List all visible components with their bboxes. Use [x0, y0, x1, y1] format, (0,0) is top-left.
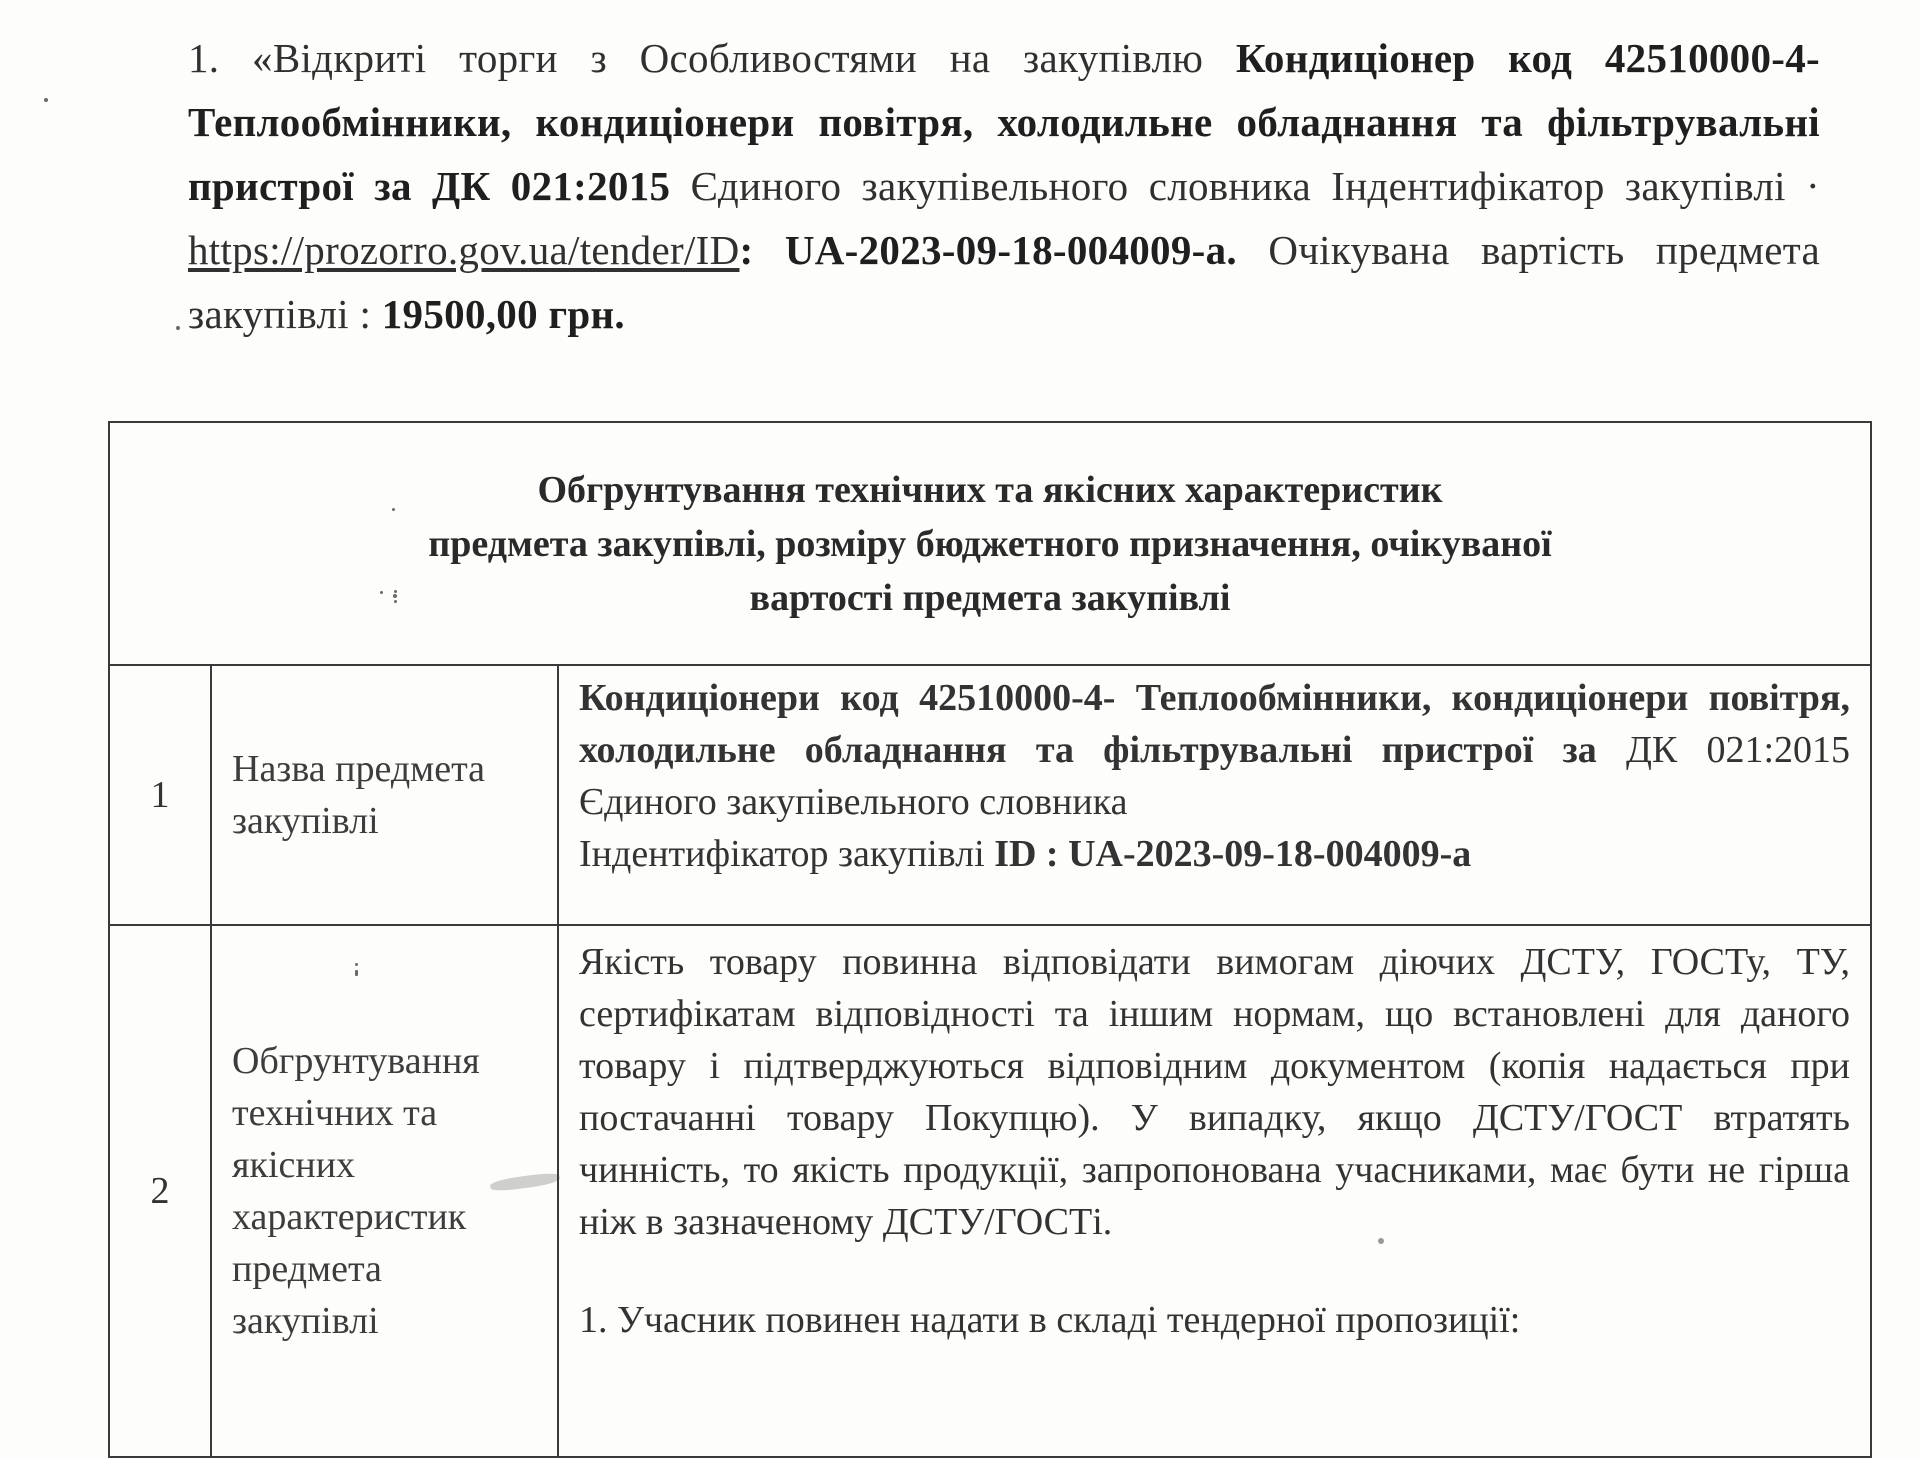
intro-lead-text: «Відкриті торги з Особливостями на закупівлю [252, 35, 1204, 81]
row-description [558, 665, 1871, 925]
row-name-line: закупівлі [232, 1300, 379, 1342]
tender-url-link[interactable]: https://prozorro.gov.ua/tender/ID [188, 227, 740, 273]
scan-speck [44, 98, 48, 102]
row-name-line: якісних [232, 1144, 356, 1186]
scan-speck [176, 326, 180, 330]
row-description [558, 925, 1871, 1457]
subject-name-bold: Кондиціонери код 42510000-4- Теплообмінники, кондиціонери повітря, холодильне обладнання та фільтрувальні пристрої за [579, 677, 1850, 771]
table-title-row [109, 422, 1871, 665]
identifier-value: ID : UA-2023-09-18-004009-а [994, 833, 1472, 875]
table-title-line: вартості предмета закупівлі [749, 576, 1231, 619]
intro-identifier-value: UA-2023-09-18-004009-а. [784, 227, 1237, 273]
requirements-list-item: 1. Учасник повинен надати в складі тендерної пропозиції: [579, 1299, 1521, 1341]
intro-identifier-label: Індентифікатор закупівлі [1331, 163, 1786, 209]
table-row [109, 665, 1871, 925]
intro-item-number: 1. [188, 35, 220, 81]
row-name [211, 925, 558, 1457]
justification-table [108, 421, 1872, 1458]
intro-expected-cost-label: Очікувана вартість предмета закупівлі : [188, 227, 1820, 337]
intro-expected-cost-value: 19500,00 грн. [381, 291, 625, 337]
row-name-line: закупівлі [232, 800, 379, 842]
subject-dictionary-text: ДК 021:2015 Єдиного закупівельного словника [579, 729, 1851, 823]
table-title [109, 422, 1871, 665]
intro-paragraph: 1. «Відкриті торги з Особливостями на закупівлю Кондиціонер код 42510000-4- Теплообмінники, кондиціонери повітря, холодильне обладнання та фільтрувальні пристрої за ДК 021:2015 Єдиного закупівельного словника Індентифікатор закупівлі · https://prozorro.gov.ua/tender/ID: UA-2023-09-18-004009-а. Очікувана вартість предмета закупівлі : 19500,00 грн. [188, 35, 1821, 337]
intro-subject: Кондиціонер код 42510000-4- Теплообмінники, кондиціонери повітря, холодильне обладнання та фільтрувальні пристрої за ДК 021:2015 [188, 35, 1820, 209]
row-number: 1 [109, 665, 211, 925]
row-name-line: характеристик [232, 1196, 467, 1238]
row-number: 2 [109, 925, 211, 1457]
table-row [109, 925, 1871, 1457]
table-title-line: предмета закупівлі, розміру бюджетного призначення, очікуваної [428, 522, 1552, 565]
table-title-line: Обгрунтування технічних та якісних характеристик [537, 468, 1443, 511]
row-name-line: предмета [232, 1248, 382, 1290]
intro-dictionary-text: Єдиного закупівельного словника [690, 163, 1311, 209]
row-name-line: технічних та [232, 1092, 438, 1134]
row-name-line: Обгрунтування [232, 1040, 480, 1082]
row-name [211, 665, 558, 925]
quality-paragraph: Якість товару повинна відповідати вимогам діючих ДСТУ, ГОСТу, ТУ, сертифікатам відповідності та іншим нормам, що встановлені для даного товару і підтверджуються відповідним документом (копія надається при постачанні товару Покупцю). У випадку, якщо ДСТУ/ГОСТ втратять чинність, то якість продукції, запропонована учасниками, має бути не гірша ніж в зазначеному ДСТУ/ГОСТі. [579, 941, 1850, 1243]
row-name-line: Назва предмета [232, 748, 486, 790]
identifier-label: Індентифікатор закупівлі [579, 833, 985, 875]
